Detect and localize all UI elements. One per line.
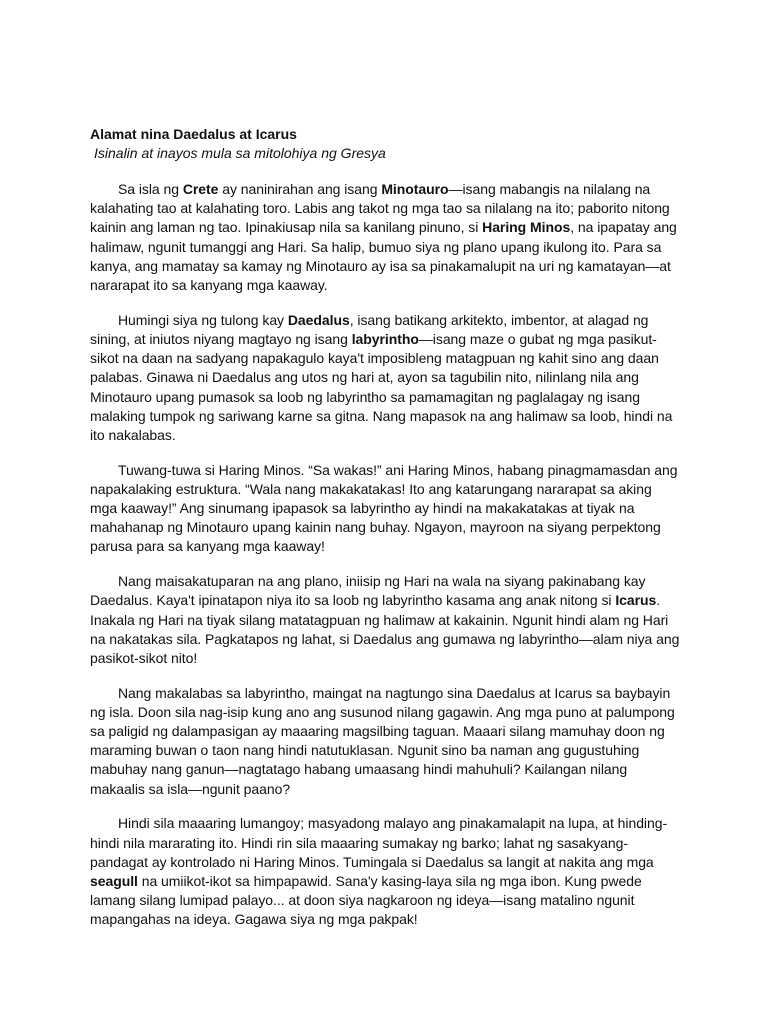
bold-term: Icarus xyxy=(615,592,657,609)
paragraph-1 xyxy=(90,180,682,295)
paragraph-3 xyxy=(90,461,682,557)
document-title: Alamat nina Daedalus at Icarus xyxy=(90,126,297,142)
bold-term: Daedalus xyxy=(287,311,350,328)
paragraph-text: Nang maisakatuparan na ang plano, iniisip ng Hari na wala na siyang pakinabang kay Daedalus. Kaya't ipinatapon niya ito sa loob ng labyrintho kasama ang anak nitong si xyxy=(90,573,646,609)
bold-term: Haring Minos xyxy=(482,219,571,236)
bold-term: Minotauro xyxy=(381,181,449,197)
paragraph-text: —isang maze o gubat ng mga pasikut-sikot na daan na sadyang napakagulo kaya't imposibleng matagpuan ng kahit sino ang daan palabas. Ginawa ni Daedalus ang utos ng hari at, ayon sa tagubilin nito, nilinlang nila ang Minotauro upang pumasok sa loob ng labyrintho sa pamamagitan ng paglalagay ng isang malaking tumpok ng sariwang karne sa gitna. Nang mapasok na ang halimaw sa loob, hindi na ito nakalabas. xyxy=(90,330,673,443)
paragraph-2 xyxy=(90,311,682,445)
paragraph-text: —isang mabangis na nilalang na kalahating tao at kalahating toro. Labis ang takot ng mga tao sa nilalang na ito; paborito nitong kainin ang laman ng tao. Ipinakiusap nila sa kanilang pinuno, si xyxy=(90,181,670,236)
bold-term: Crete xyxy=(182,181,219,197)
paragraph-text: na umiikot-ikot sa himpapawid. Sana'y kasing-laya sila ng mga ibon. Kung pwede lamang silang lumipad palayo... at doon siya nagkaroon ng ideya—isang matalino ngunit mapangahas na ideya. Gagawa siya ng mga pakpak! xyxy=(90,873,642,928)
paragraph-text: . Inakala ng Hari na tiyak silang matatagpuan ng halimaw at kakainin. Ngunit hindi alam ng Hari na nakatakas sila. Pagkatapos ng lahat, si Daedalus ang gumawa ng labyrintho—alam niya ang pasikot-sikot nito! xyxy=(90,592,680,666)
paragraph-text: , na ipapatay ang halimaw, ngunit tumanggi ang Hari. Sa halip, bumuo siya ng plano upang ikulong ito. Para sa kanya, ang mamatay sa kamay ng Minotauro ay isa sa pinakamalupit na uri ng kamatayan—at nararapat ito sa kanyang mga kaaway. xyxy=(90,219,677,294)
paragraph-text: ay naninirahan ang isang xyxy=(218,181,382,197)
paragraph-text: Humingi siya ng tulong kay xyxy=(118,311,288,328)
paragraph-text: , isang batikang arkitekto, imbentor, at alagad ng sining, at iniutos niyang magtayo ng isang xyxy=(90,311,649,347)
bold-term: seagull xyxy=(90,873,138,889)
paragraph-text: Tuwang-tuwa si Haring Minos. “Sa wakas!” ani Haring Minos, habang pinagmamasdan ang napakalaking estruktura. “Wala nang makakatakas! Ito ang katarungang nararapat sa aking mga kaaway!” Ang sinumang ipapasok sa labyrintho ay hindi na makakatakas at tiyak na mahahanap ng Minotauro upang kainin nang buhay. Ngayon, mayroon na siyang perpektong parusa para sa kanyang mga kaaway! xyxy=(90,461,678,555)
paragraph-text: Hindi sila maaaring lumangoy; masyadong malayo ang pinakamalapit na lupa, at hinding-hindi nila mararating ito. Hindi rin sila maaaring sumakay ng barko; lahat ng sasakyang-pandagat ay kontrolado ni Haring Minos. Tumingala si Daedalus sa langit at nakita ang mga xyxy=(90,815,668,870)
paragraph-6 xyxy=(90,814,682,929)
bold-term: labyrintho xyxy=(351,330,419,347)
paragraph-text: Sa isla ng xyxy=(118,181,183,197)
document-subtitle: Isinalin at inayos mula sa mitolohiya ng Gresya xyxy=(94,145,386,161)
paragraph-text: Nang makalabas sa labyrintho, maingat na nagtungo sina Daedalus at Icarus sa baybayin ng isla. Doon sila nag-isip kung ano ang susunod nilang gagawin. Ang mga puno at palumpong sa paligid ng dalampasigan ay maaaring magsilbing taguan. Maaari silang mamuhay doon ng maraming buwan o taon nang hindi natutuklasan. Ngunit sino ba naman ang gugustuhing mabuhay nang ganun—nagtatago habang umaasang hindi mahuhuli? Kailangan nilang makaalis sa isla—ngunit paano? xyxy=(90,684,675,797)
paragraph-5 xyxy=(90,684,682,799)
document-page xyxy=(90,125,682,945)
paragraph-4 xyxy=(90,572,682,668)
